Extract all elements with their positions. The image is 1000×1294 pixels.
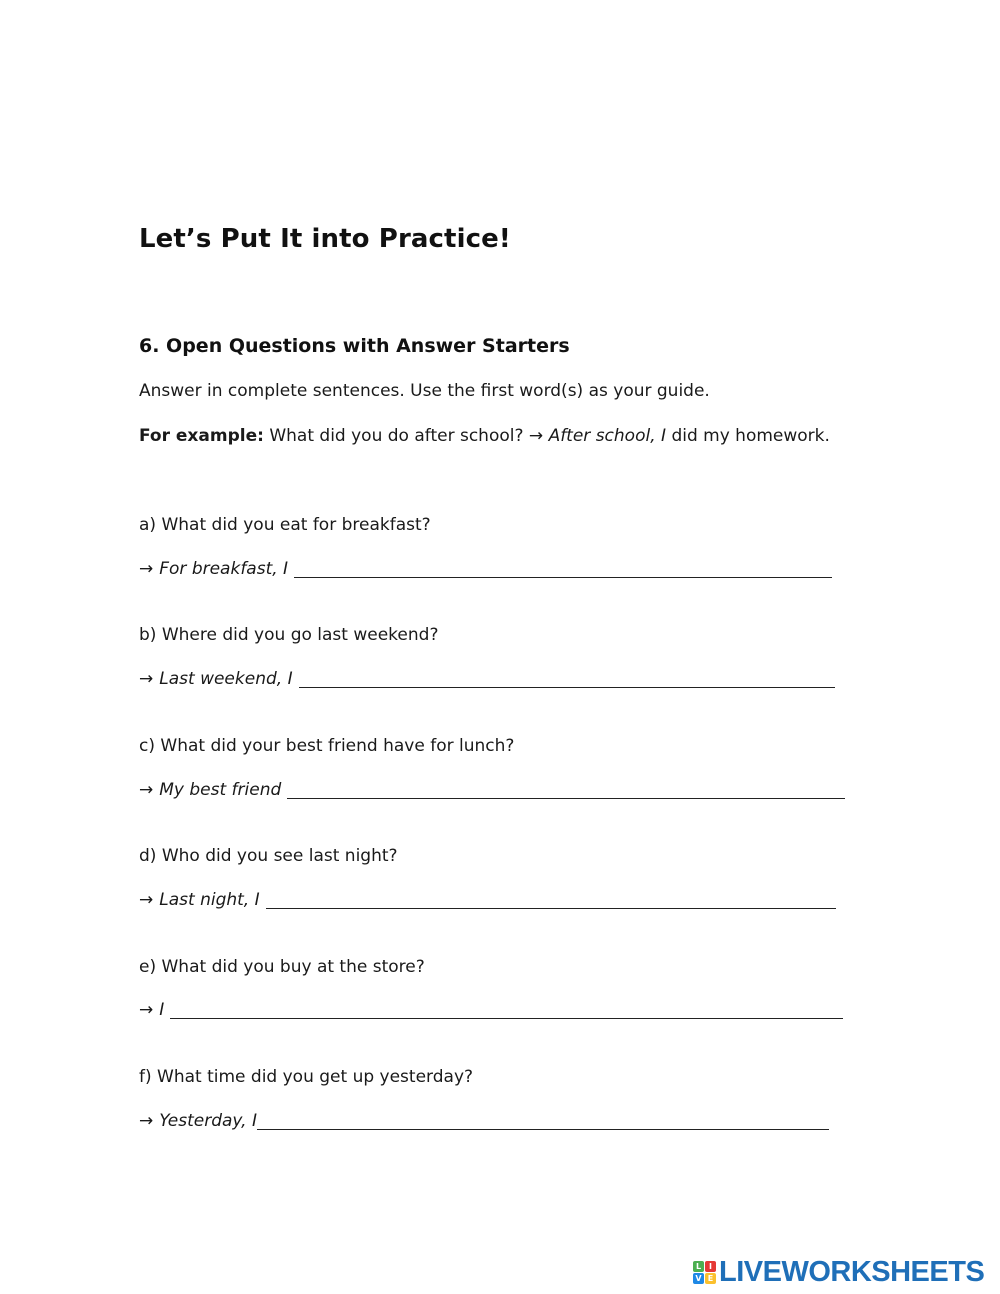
answer-row-d [139,890,836,910]
arrow-icon: → [139,890,154,910]
question-f: f) What time did you get up yesterday? [139,1067,474,1087]
question-b: b) Where did you go last weekend? [139,625,439,645]
answer-starter: Yesterday, I [159,1111,257,1131]
example-line [139,426,830,446]
answer-starter: For breakfast, I [159,559,289,579]
answer-blank[interactable] [294,559,832,578]
question-e: e) What did you buy at the store? [139,957,425,977]
answer-blank[interactable] [266,890,836,909]
answer-starter: My best friend [159,780,282,800]
answer-blank[interactable] [170,1000,843,1019]
logo-text: LIVEWORKSHEETS [719,1256,985,1288]
logo-badge-letter: L [693,1261,704,1272]
question-d: d) Who did you see last night? [139,846,398,866]
answer-blank[interactable] [299,669,835,688]
section-heading: 6. Open Questions with Answer Starters [139,335,570,357]
answer-blank[interactable] [257,1111,829,1130]
answer-starter: I [159,1000,165,1020]
arrow-icon: → [139,780,154,800]
arrow-icon: → [139,1111,154,1131]
liveworksheets-logo [693,1256,984,1289]
instructions-text: Answer in complete sentences. Use the first word(s) as your guide. [139,381,710,401]
example-starter: After school, I [548,426,667,446]
logo-badge-icon [693,1261,716,1284]
answer-row-f [139,1111,829,1131]
page-title: Let’s Put It into Practice! [139,224,511,254]
arrow-icon: → [139,559,154,579]
logo-badge-letter: I [705,1261,716,1272]
answer-starter: Last weekend, I [159,669,293,689]
arrow-icon: → [139,669,154,689]
logo-badge-letter: E [705,1273,716,1284]
answer-row-b [139,669,835,689]
answer-blank[interactable] [287,780,845,799]
answer-row-e [139,1000,843,1020]
example-question: What did you do after school? [269,426,524,446]
answer-row-a [139,559,832,579]
answer-row-c [139,780,845,800]
arrow-icon: → [139,1000,154,1020]
question-a: a) What did you eat for breakfast? [139,515,431,535]
question-c: c) What did your best friend have for lunch? [139,736,515,756]
example-label: For example: [139,426,264,446]
example-completion: did my homework. [671,426,830,446]
arrow-icon: → [528,426,544,446]
logo-badge-letter: V [693,1273,704,1284]
answer-starter: Last night, I [159,890,260,910]
